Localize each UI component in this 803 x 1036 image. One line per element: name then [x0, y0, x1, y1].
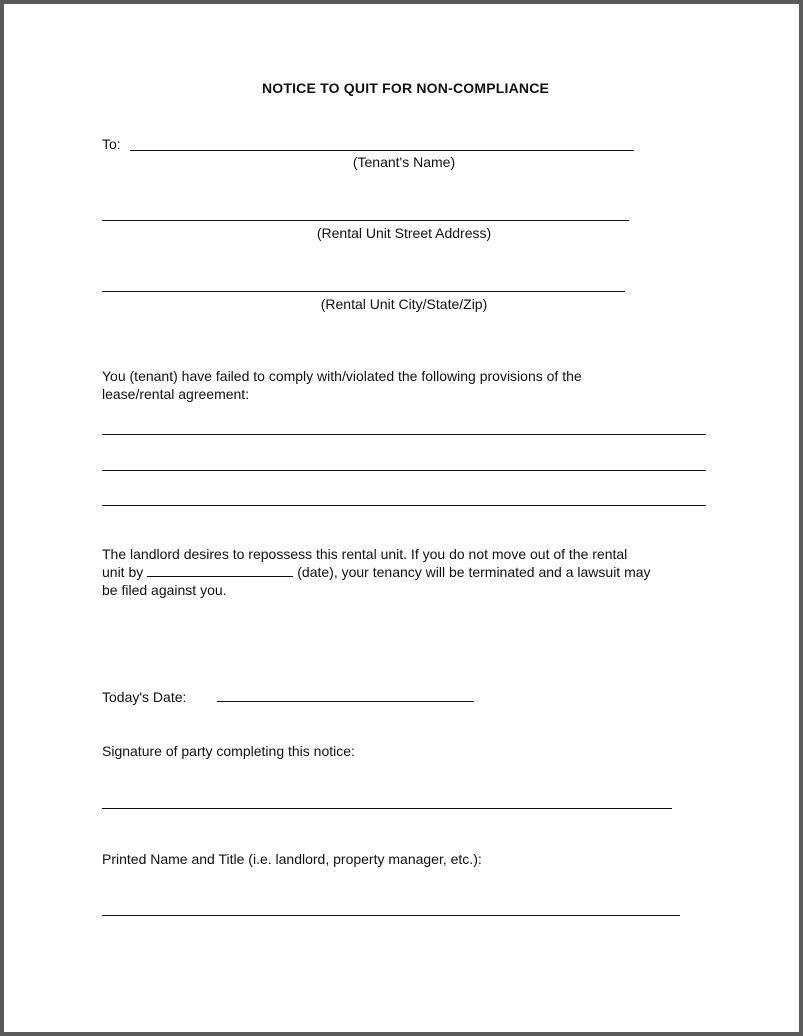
todays-date-label: Today's Date: [102, 689, 187, 705]
violation-line-3[interactable] [102, 505, 706, 506]
city-state-zip-line[interactable] [102, 291, 625, 292]
printed-name-label: Printed Name and Title (i.e. landlord, property manager, etc.): [102, 851, 482, 867]
landlord-text-line-3: be filed against you. [102, 582, 227, 598]
signature-line[interactable] [102, 808, 672, 809]
violation-line-1[interactable] [102, 434, 706, 435]
landlord-text-before-date: unit by [102, 564, 144, 580]
landlord-text-after-date: (date), your tenancy will be terminated and a lawsuit may [297, 564, 651, 580]
move-out-date-blank[interactable] [147, 564, 293, 577]
todays-date-line[interactable] [217, 701, 474, 702]
tenant-name-line[interactable] [130, 150, 634, 151]
document-title: NOTICE TO QUIT FOR NON-COMPLIANCE [261, 80, 550, 96]
violation-line-2[interactable] [102, 470, 706, 471]
landlord-text-line-2 [102, 563, 651, 581]
city-state-zip-caption: (Rental Unit City/State/Zip) [320, 296, 488, 312]
violation-text-line-1: You (tenant) have failed to comply with/violated the following provisions of the [102, 368, 582, 384]
street-address-line[interactable] [102, 220, 629, 221]
tenant-name-caption: (Tenant's Name) [352, 154, 456, 170]
printed-name-line[interactable] [102, 915, 680, 916]
signature-label: Signature of party completing this notice: [102, 743, 355, 759]
landlord-text-line-1: The landlord desires to repossess this rental unit. If you do not move out of the rental [102, 546, 628, 562]
street-address-caption: (Rental Unit Street Address) [316, 225, 492, 241]
violation-text-line-2: lease/rental agreement: [102, 386, 250, 402]
to-label: To: [102, 136, 121, 152]
